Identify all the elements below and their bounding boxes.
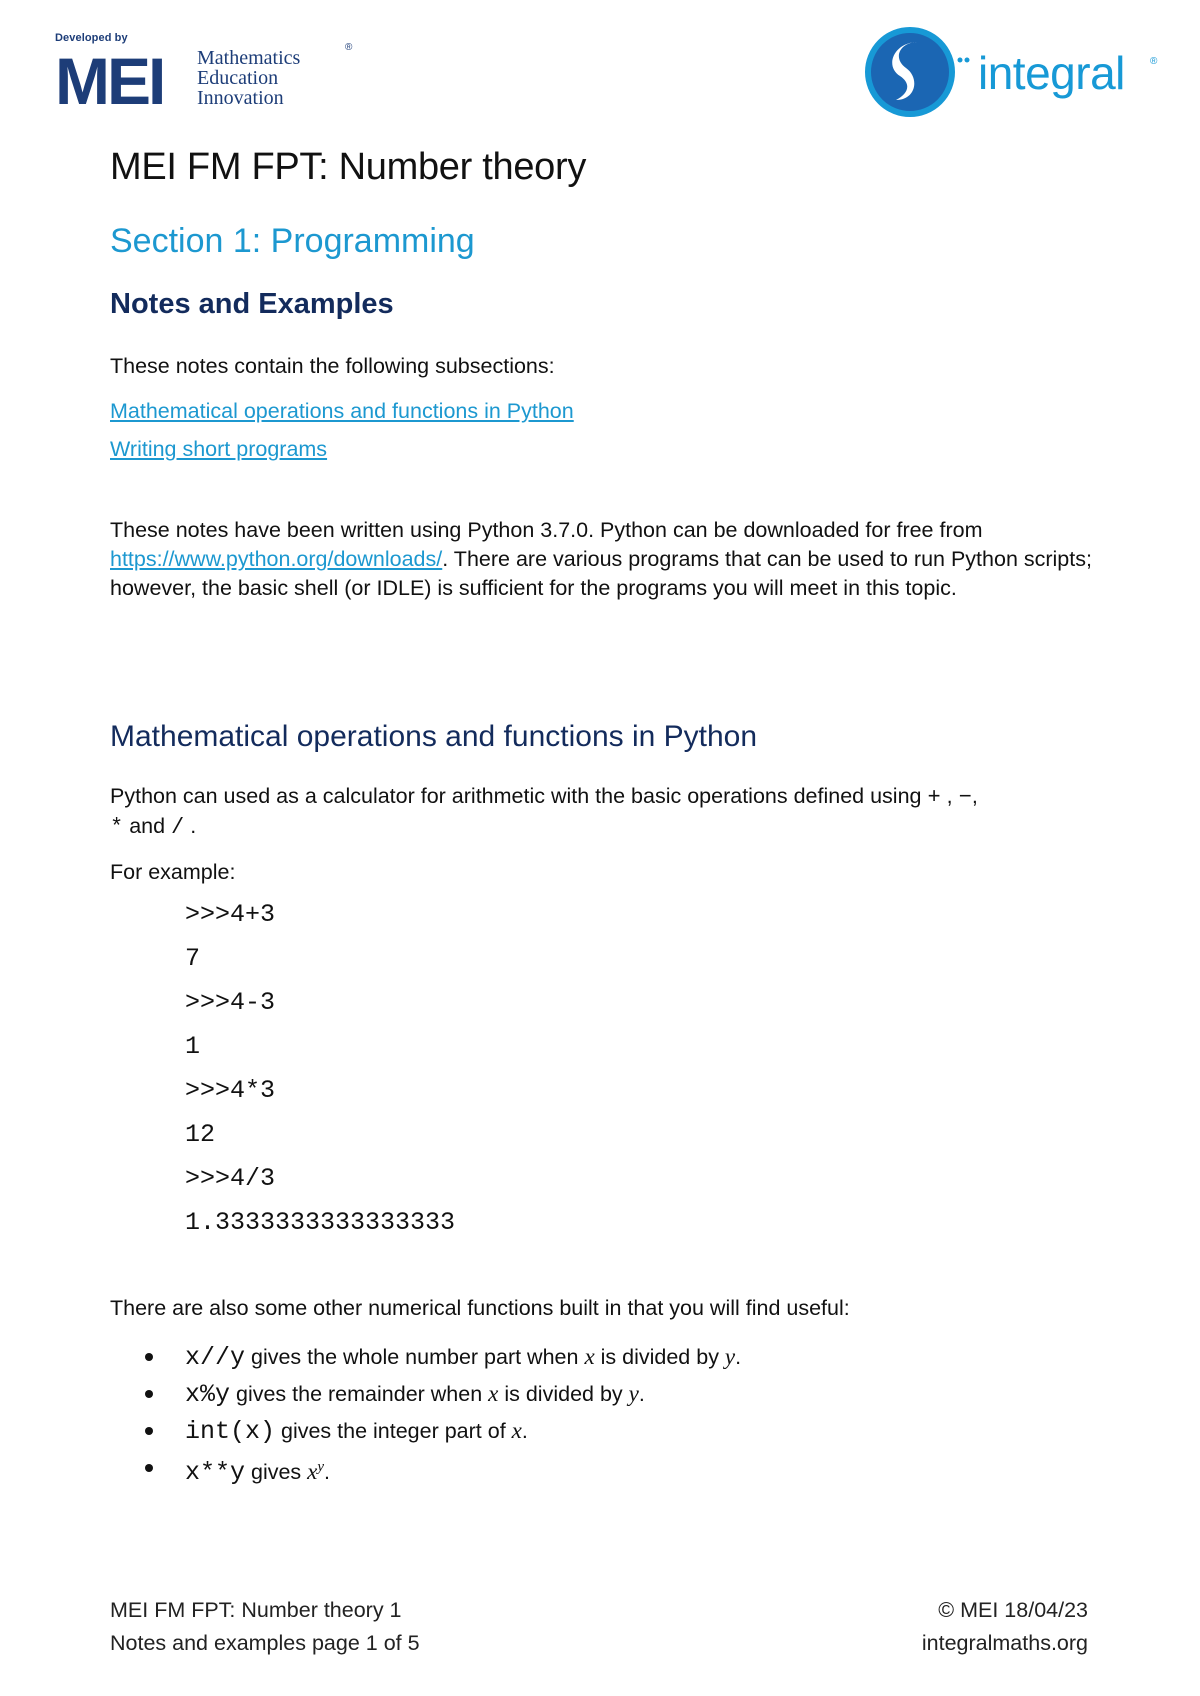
bullet-icon bbox=[145, 1353, 153, 1361]
function-code: x//y bbox=[185, 1343, 246, 1372]
item-text: . bbox=[735, 1345, 742, 1369]
item-text: gives the whole number part when bbox=[245, 1345, 585, 1369]
bullet-icon bbox=[145, 1390, 153, 1398]
integral-wordmark: integral bbox=[978, 47, 1125, 99]
page-title: MEI FM FPT: Number theory bbox=[110, 146, 587, 188]
op-divide: / bbox=[171, 815, 185, 840]
math-var: y bbox=[628, 1381, 639, 1406]
function-code: int(x) bbox=[185, 1417, 276, 1446]
mei-full-name bbox=[197, 48, 300, 108]
python-version-paragraph bbox=[110, 516, 1110, 603]
item-text: is divided by bbox=[498, 1382, 629, 1406]
code-line: >>>4*3 bbox=[185, 1076, 276, 1105]
footer-doc-title: MEI FM FPT: Number theory 1 bbox=[110, 1598, 402, 1622]
footer-copyright: © MEI 18/04/23 bbox=[938, 1598, 1088, 1622]
list-item bbox=[145, 1338, 1045, 1375]
code-line: >>>4/3 bbox=[185, 1164, 276, 1193]
section-title: Section 1: Programming bbox=[110, 222, 475, 260]
mei-logo bbox=[55, 32, 365, 118]
op-plus: + bbox=[927, 785, 941, 810]
footer-right bbox=[922, 1594, 1088, 1660]
function-code: x%y bbox=[185, 1380, 231, 1409]
mei-line-mathematics: Mathematics bbox=[197, 47, 301, 69]
item-text: gives bbox=[245, 1460, 308, 1485]
list-item bbox=[145, 1449, 1045, 1486]
math-var: x bbox=[307, 1459, 318, 1485]
footer-page-number: Notes and examples page 1 of 5 bbox=[110, 1631, 420, 1655]
math-var: x bbox=[488, 1381, 499, 1406]
section-heading-math-operations: Mathematical operations and functions in Python bbox=[110, 720, 758, 753]
functions-intro: There are also some other numerical functions built in that you will find useful: bbox=[110, 1296, 850, 1320]
op-times: * bbox=[110, 815, 124, 840]
integral-swirl-icon bbox=[860, 22, 970, 122]
op-and: and bbox=[129, 814, 166, 838]
para-text-before: These notes have been written using Python 3.7.0. Python can be downloaded for free from bbox=[110, 518, 983, 542]
calc-text: Python can used as a calculator for arithmetic with the basic operations defined using bbox=[110, 784, 922, 808]
toc-link-short-programs[interactable]: Writing short programs bbox=[110, 437, 328, 461]
footer-left bbox=[110, 1594, 420, 1660]
notes-heading: Notes and Examples bbox=[110, 288, 394, 320]
item-text: gives the remainder when bbox=[230, 1382, 489, 1406]
intro-text: These notes contain the following subsections: bbox=[110, 354, 555, 378]
footer-website: integralmaths.org bbox=[921, 1631, 1088, 1655]
code-line: 12 bbox=[185, 1120, 216, 1149]
developed-by-label: Developed by bbox=[55, 32, 128, 44]
bullet-icon bbox=[145, 1464, 153, 1472]
mei-line-education: Education bbox=[197, 67, 279, 89]
calculator-paragraph: Python can used as a calculator for arithmetic with the basic operations defined using + , −, * and / . bbox=[110, 784, 978, 840]
function-code: x**y bbox=[185, 1458, 246, 1488]
op-minus: − bbox=[958, 785, 972, 810]
item-text: . bbox=[521, 1419, 528, 1443]
integral-logo bbox=[860, 22, 1160, 122]
python-download-link[interactable]: https://www.python.org/downloads/ bbox=[110, 547, 443, 571]
math-var: x bbox=[511, 1418, 522, 1443]
math-var: y bbox=[724, 1344, 736, 1369]
item-text: . bbox=[324, 1460, 331, 1485]
code-line: >>>4+3 bbox=[185, 900, 276, 929]
toc-link-math-operations[interactable]: Mathematical operations and functions in Python bbox=[110, 399, 574, 423]
list-item bbox=[145, 1375, 1045, 1412]
list-item bbox=[145, 1412, 1045, 1449]
code-line: 1 bbox=[185, 1032, 201, 1061]
mei-wordmark: MEI bbox=[55, 44, 164, 118]
math-superscript: y bbox=[317, 1459, 325, 1475]
registered-mark: ® bbox=[345, 42, 353, 53]
code-line: 7 bbox=[185, 944, 201, 973]
code-line: >>>4-3 bbox=[185, 988, 276, 1017]
math-var: x bbox=[584, 1344, 595, 1369]
functions-list bbox=[145, 1338, 1045, 1486]
para-text-after: . There are various programs that can be used to run Python scripts; however, the basic shell (or IDLE) is sufficient for the programs you will meet in this topic. bbox=[110, 547, 1092, 600]
item-text: . bbox=[638, 1382, 645, 1406]
item-text: gives the integer part of bbox=[275, 1419, 512, 1443]
bullet-icon bbox=[145, 1427, 153, 1435]
integral-registered-mark: ® bbox=[1150, 56, 1158, 67]
mei-line-innovation: Innovation bbox=[197, 87, 284, 109]
for-example-label: For example: bbox=[110, 860, 236, 884]
code-line: 1.3333333333333333 bbox=[185, 1208, 456, 1237]
item-text: is divided by bbox=[594, 1345, 725, 1369]
